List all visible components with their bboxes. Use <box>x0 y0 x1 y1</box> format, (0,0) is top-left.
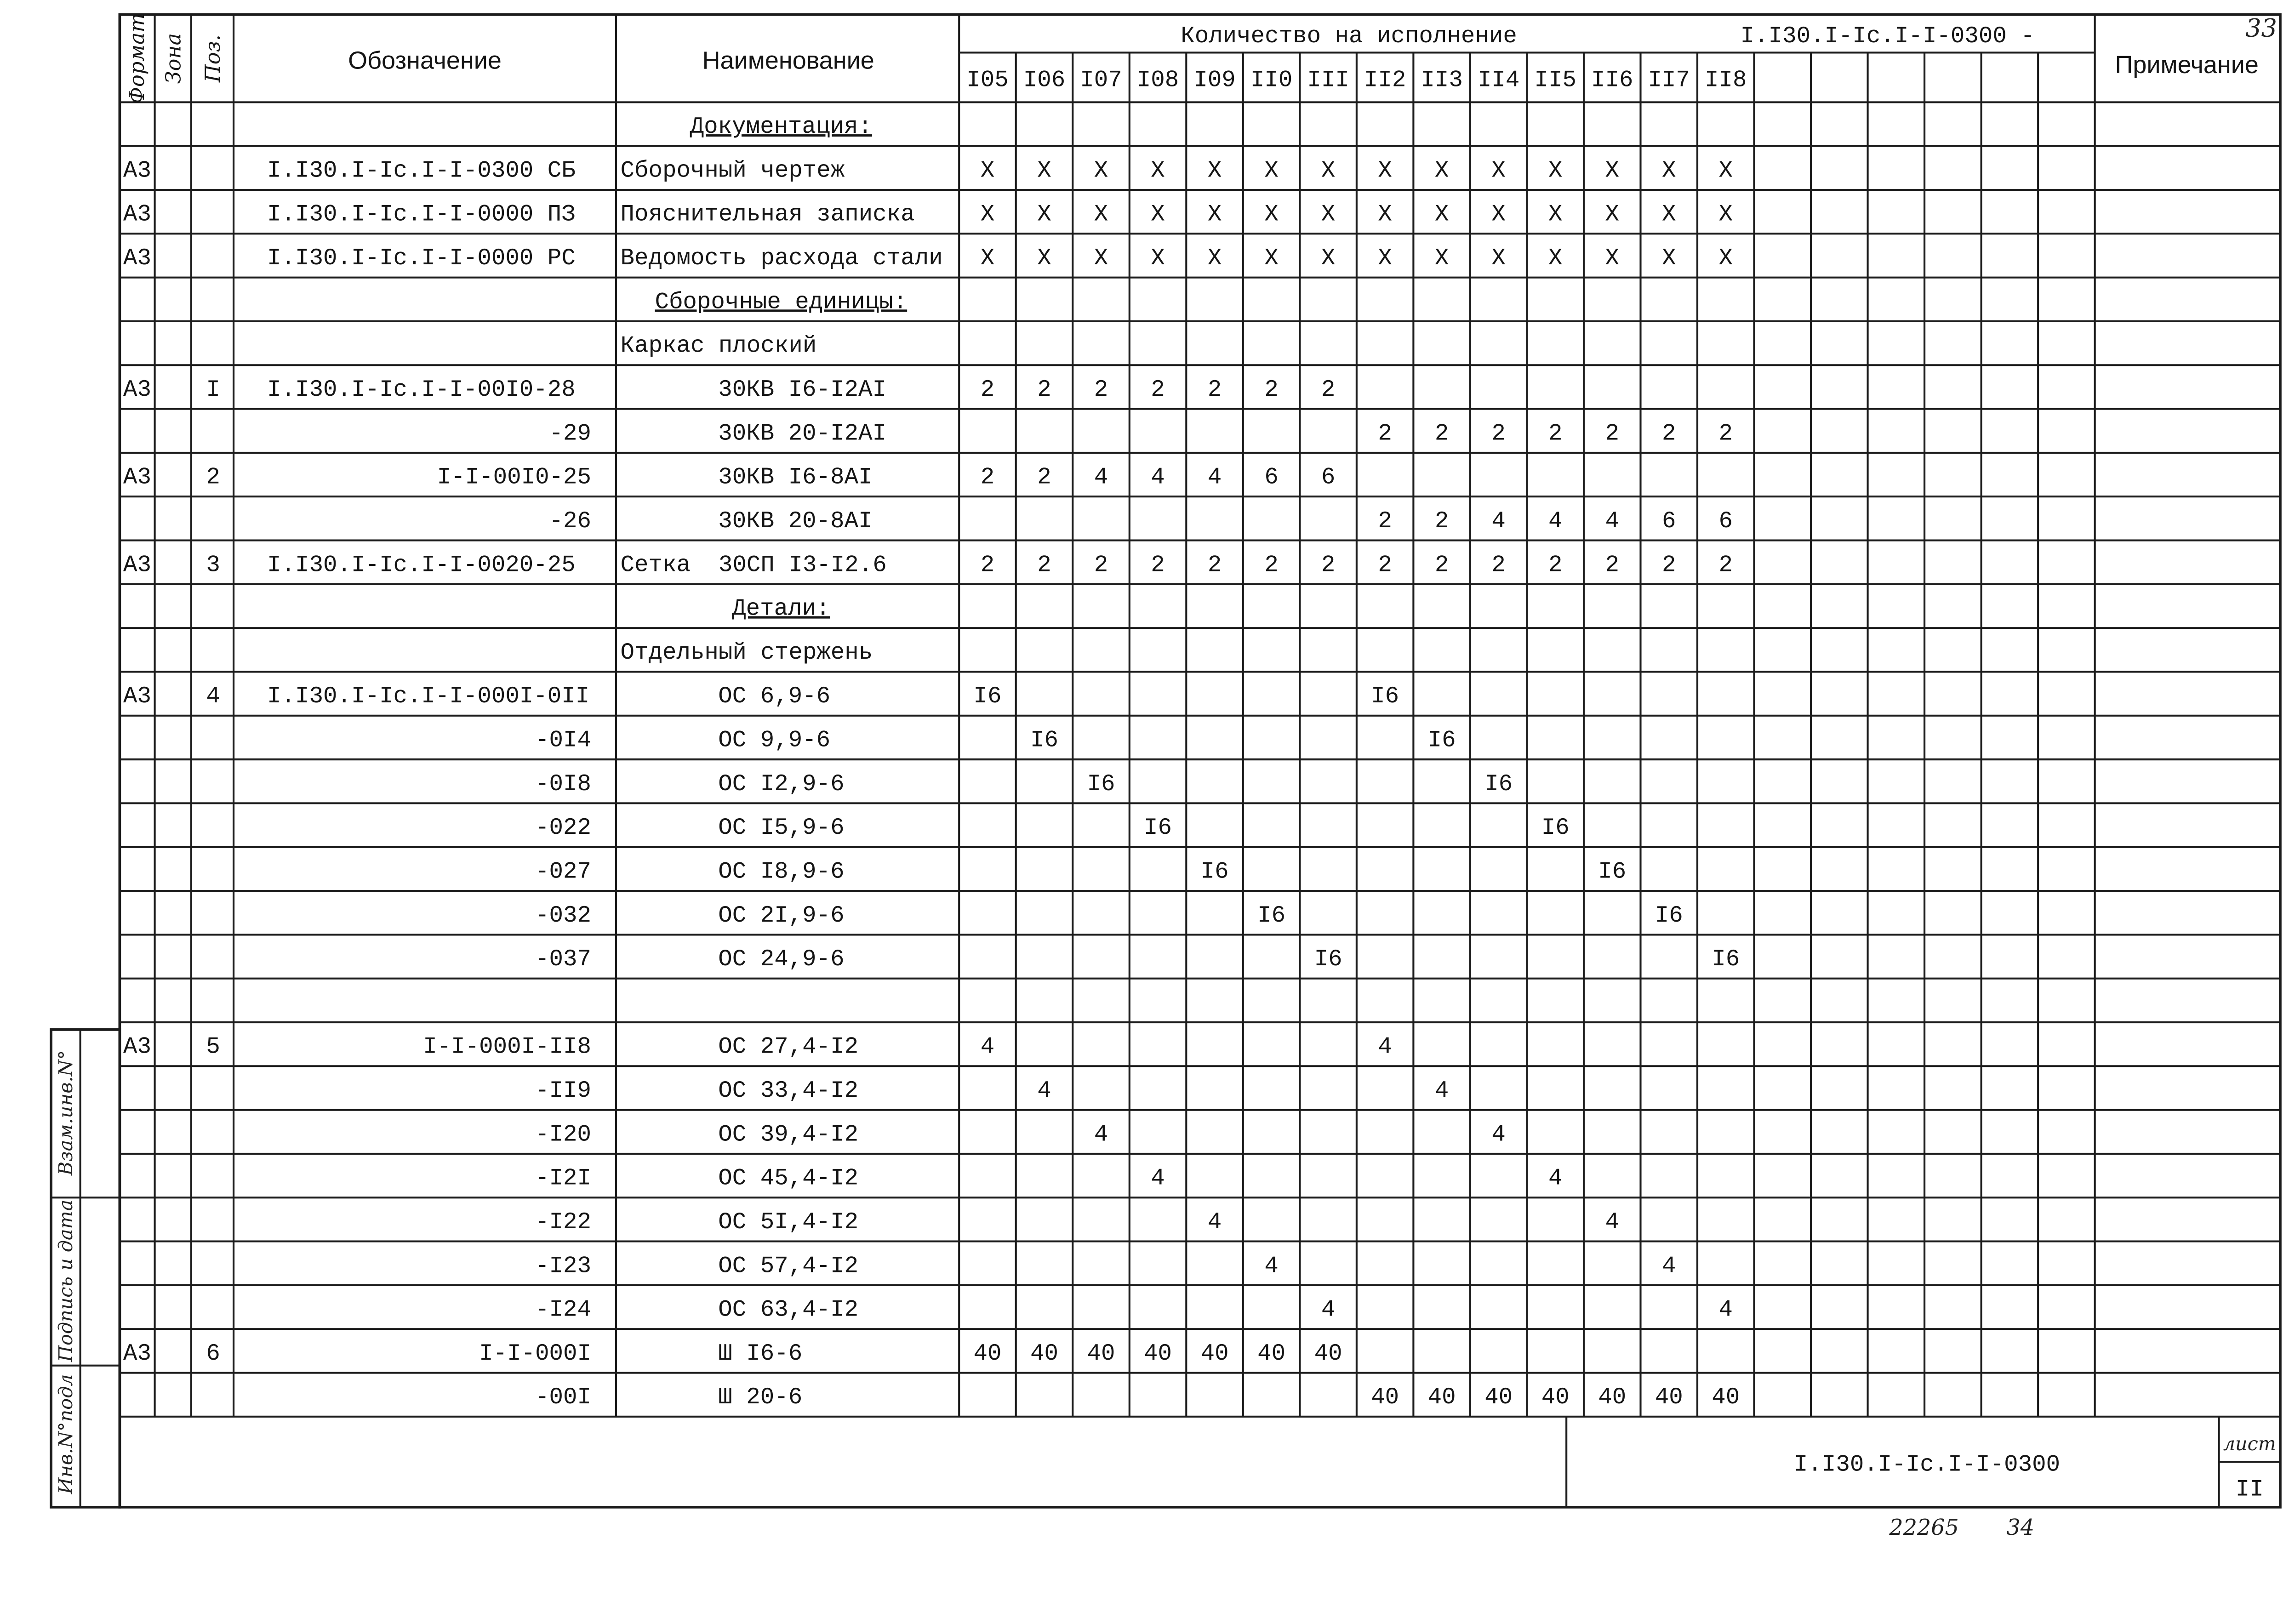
section-heading: Документация: <box>690 114 872 141</box>
qty-cell: X <box>1718 245 1733 272</box>
variant-label: I08 <box>1136 67 1179 94</box>
qty-cell: 6 <box>1662 508 1676 535</box>
qty-cell: 40 <box>1712 1385 1740 1411</box>
row-name: Каркас плоский <box>620 333 817 359</box>
row-name: ОС 6,9-6 <box>718 684 831 710</box>
qty-cell: X <box>1548 201 1563 228</box>
row-name: Ш 20-6 <box>718 1385 803 1411</box>
row-designation: I.I30.I-Ic.I-I-0000 ПЗ <box>267 201 576 228</box>
qty-cell: 2 <box>1037 552 1051 579</box>
row-name: ОС 5I,4-I2 <box>718 1209 859 1236</box>
row-name: 30КВ 20-I2AI <box>718 421 887 447</box>
qty-cell: 4 <box>1264 1253 1279 1280</box>
qty-cell: 4 <box>1321 1297 1336 1323</box>
qty-cell: X <box>1434 201 1449 228</box>
qty-cell: 2 <box>1264 376 1279 404</box>
row-name: ОС 27,4-I2 <box>718 1034 859 1060</box>
row-designation: I-I-00I0-25 <box>437 464 592 491</box>
table-content <box>123 67 1747 1411</box>
variant-label: I06 <box>1023 67 1066 94</box>
qty-cell: 2 <box>1434 421 1449 447</box>
row-name: Пояснительная записка <box>620 201 915 228</box>
row-designation: -I24 <box>535 1297 592 1323</box>
qty-cell: 40 <box>1427 1385 1456 1411</box>
row-position: 4 <box>206 684 220 710</box>
section-heading: Сборочные единицы: <box>655 289 908 316</box>
zone-header: Зона <box>162 33 186 84</box>
qty-cell: 2 <box>1662 421 1676 447</box>
row-position: I <box>206 376 220 404</box>
note-header: Примечание <box>2115 51 2259 79</box>
qty-cell: 2 <box>1605 421 1619 447</box>
row-format: A3 <box>123 552 151 579</box>
qty-cell: I6 <box>1371 684 1399 710</box>
row-name: ОС 45,4-I2 <box>718 1165 859 1192</box>
designation-header: Обозначение <box>348 46 502 74</box>
qty-cell: X <box>1434 245 1449 272</box>
qty-cell: X <box>1605 158 1619 184</box>
qty-cell: I6 <box>1712 946 1740 973</box>
row-designation: I.I30.I-Ic.I-I-000I-0II <box>267 684 590 710</box>
row-name: ОС 39,4-I2 <box>718 1122 859 1148</box>
stamp-signature-date: Подпись и дата <box>54 1199 77 1362</box>
qty-cell: X <box>1662 245 1676 272</box>
qty-cell: X <box>1264 245 1279 272</box>
qty-cell: 40 <box>1144 1340 1172 1367</box>
row-name: Отдельный стержень <box>620 639 873 666</box>
qty-cell: X <box>980 245 995 272</box>
qty-cell: 4 <box>1151 464 1165 491</box>
row-name: ОС 2I,9-6 <box>718 902 845 929</box>
qty-cell: I6 <box>1655 902 1683 929</box>
qty-cell: X <box>1151 245 1165 272</box>
qty-cell: 40 <box>1598 1385 1627 1411</box>
qty-cell: X <box>1207 245 1222 272</box>
qty-cell: X <box>1378 158 1392 184</box>
variant-label: II5 <box>1534 67 1576 94</box>
row-format: A3 <box>123 158 151 184</box>
qty-cell: 4 <box>1378 1034 1392 1060</box>
qty-cell: 2 <box>1207 376 1222 404</box>
qty-cell: X <box>1207 158 1222 184</box>
qty-cell: 40 <box>1314 1340 1342 1367</box>
qty-cell: X <box>1094 201 1108 228</box>
stamp-replaced-inventory: Взам.инв.N° <box>54 1050 77 1176</box>
variant-label: II7 <box>1648 67 1690 94</box>
row-designation: I.I30.I-Ic.I-I-00I0-28 <box>267 376 576 404</box>
qty-cell: I6 <box>1484 771 1513 798</box>
section-heading: Детали: <box>732 596 830 622</box>
table-grid <box>51 15 2280 1507</box>
qty-cell: 4 <box>1037 1078 1051 1105</box>
row-name: ОС I5,9-6 <box>718 815 845 842</box>
qty-cell: 4 <box>1094 464 1108 491</box>
variant-label: I07 <box>1080 67 1122 94</box>
qty-cell: 4 <box>1605 1209 1619 1236</box>
title-block-code: I.I30.I-Ic.I-I-0300 <box>1793 1452 2061 1478</box>
format-header: Формат <box>125 13 149 104</box>
qty-cell: X <box>1094 158 1108 184</box>
qty-cell: I6 <box>973 684 1002 710</box>
variant-label: I09 <box>1193 67 1236 94</box>
row-designation: -0I4 <box>535 727 592 754</box>
qty-cell: 2 <box>1094 376 1108 404</box>
row-designation: -I20 <box>535 1122 592 1148</box>
archive-number: 22265 <box>1889 1515 1959 1541</box>
qty-cell: 6 <box>1321 464 1336 491</box>
row-name: Ведомость расхода стали <box>620 245 943 272</box>
row-format: A3 <box>123 1034 151 1060</box>
variant-label: III <box>1307 67 1349 94</box>
qty-cell: 2 <box>1434 508 1449 535</box>
qty-cell: I6 <box>1144 815 1172 842</box>
row-designation: -II9 <box>535 1078 592 1105</box>
qty-cell: X <box>1037 245 1051 272</box>
qty-cell: X <box>1321 158 1336 184</box>
row-designation: -00I <box>535 1385 592 1411</box>
quantity-code-header: I.I30.I-Ic.I-I-0300 - <box>1740 23 2035 50</box>
qty-cell: I6 <box>1030 727 1059 754</box>
sheet-number: II <box>2235 1476 2264 1503</box>
qty-cell: X <box>1662 201 1676 228</box>
row-name: Сетка 30СП I3-I2.6 <box>620 552 887 579</box>
qty-cell: 2 <box>1605 552 1619 579</box>
qty-cell: 2 <box>1037 464 1051 491</box>
row-format: A3 <box>123 684 151 710</box>
row-name: ОС I8,9-6 <box>718 859 845 885</box>
sheet-label: лист <box>2223 1432 2276 1455</box>
qty-cell: 6 <box>1718 508 1733 535</box>
row-name: ОС I2,9-6 <box>718 771 845 798</box>
qty-cell: 4 <box>1662 1253 1676 1280</box>
qty-cell: X <box>980 201 995 228</box>
qty-cell: 2 <box>1718 421 1733 447</box>
variant-label: II3 <box>1421 67 1463 94</box>
page-number-top: 33 <box>2245 13 2278 43</box>
row-designation: -022 <box>535 815 592 842</box>
row-designation: -26 <box>549 508 592 535</box>
qty-cell: 2 <box>1151 376 1165 404</box>
row-designation: I-I-000I <box>479 1340 592 1367</box>
row-name: 30КВ 20-8AI <box>718 508 873 535</box>
qty-cell: X <box>1662 158 1676 184</box>
sheet-frame <box>120 15 2280 1507</box>
qty-cell: X <box>1548 245 1563 272</box>
row-name: Ш I6-6 <box>718 1340 803 1367</box>
qty-cell: 4 <box>1491 508 1506 535</box>
qty-cell: X <box>1151 201 1165 228</box>
qty-cell: 4 <box>1207 464 1222 491</box>
qty-cell: I6 <box>1200 859 1229 885</box>
row-designation: I-I-000I-II8 <box>423 1034 592 1060</box>
qty-cell: I6 <box>1427 727 1456 754</box>
qty-cell: 4 <box>980 1034 995 1060</box>
qty-cell: 2 <box>1321 552 1336 579</box>
row-designation: I.I30.I-Ic.I-I-0000 РС <box>267 245 576 272</box>
qty-cell: 2 <box>980 464 995 491</box>
qty-cell: 6 <box>1264 464 1279 491</box>
qty-cell: 40 <box>1257 1340 1286 1367</box>
archive-sheet: 34 <box>2006 1515 2035 1541</box>
row-name: ОС 33,4-I2 <box>718 1078 859 1105</box>
qty-cell: 4 <box>1434 1078 1449 1105</box>
qty-cell: X <box>1605 201 1619 228</box>
qty-cell: 2 <box>1264 552 1279 579</box>
qty-cell: 4 <box>1718 1297 1733 1323</box>
qty-cell: X <box>1718 201 1733 228</box>
qty-cell: X <box>1378 245 1392 272</box>
qty-cell: I6 <box>1314 946 1342 973</box>
row-designation: -29 <box>549 421 592 447</box>
qty-cell: X <box>1548 158 1563 184</box>
row-position: 2 <box>206 464 220 491</box>
qty-cell: 40 <box>1371 1385 1399 1411</box>
row-designation: -032 <box>535 902 592 929</box>
qty-cell: X <box>1037 201 1051 228</box>
qty-cell: 2 <box>1378 421 1392 447</box>
row-name: ОС 63,4-I2 <box>718 1297 859 1323</box>
row-name: 30КВ I6-8AI <box>718 464 873 491</box>
qty-cell: I6 <box>1541 815 1570 842</box>
qty-cell: 2 <box>1321 376 1336 404</box>
quantity-header: Количество на исполнение <box>1181 23 1517 50</box>
variant-label: II2 <box>1364 67 1406 94</box>
qty-cell: X <box>1491 158 1506 184</box>
qty-cell: 4 <box>1605 508 1619 535</box>
qty-cell: X <box>1718 158 1733 184</box>
qty-cell: X <box>1321 245 1336 272</box>
variant-label: II0 <box>1250 67 1293 94</box>
row-name: ОС 24,9-6 <box>718 946 845 973</box>
qty-cell: 2 <box>1548 421 1563 447</box>
qty-cell: 2 <box>1094 552 1108 579</box>
qty-cell: X <box>1378 201 1392 228</box>
qty-cell: 2 <box>1151 552 1165 579</box>
qty-cell: X <box>1151 158 1165 184</box>
row-name: 30КВ I6-I2AI <box>718 376 887 404</box>
qty-cell: 2 <box>1037 376 1051 404</box>
qty-cell: X <box>1264 158 1279 184</box>
qty-cell: 2 <box>1207 552 1222 579</box>
qty-cell: 2 <box>1491 421 1506 447</box>
row-position: 5 <box>206 1034 220 1060</box>
qty-cell: 40 <box>1030 1340 1059 1367</box>
row-designation: I.I30.I-Ic.I-I-0020-25 <box>267 552 576 579</box>
qty-cell: 40 <box>1200 1340 1229 1367</box>
row-format: A3 <box>123 1340 151 1367</box>
name-header: Наименование <box>702 46 874 74</box>
qty-cell: 2 <box>1718 552 1733 579</box>
qty-cell: 2 <box>1491 552 1506 579</box>
variant-label: I05 <box>966 67 1009 94</box>
qty-cell: X <box>1264 201 1279 228</box>
row-format: A3 <box>123 201 151 228</box>
qty-cell: 40 <box>1087 1340 1115 1367</box>
position-header: Поз. <box>201 34 225 83</box>
qty-cell: X <box>1094 245 1108 272</box>
row-designation: -027 <box>535 859 592 885</box>
variant-label: II8 <box>1705 67 1747 94</box>
qty-cell: X <box>1434 158 1449 184</box>
row-designation: -I2I <box>535 1165 592 1192</box>
qty-cell: 2 <box>1662 552 1676 579</box>
qty-cell: 4 <box>1548 508 1563 535</box>
row-name: ОС 57,4-I2 <box>718 1253 859 1280</box>
qty-cell: 4 <box>1094 1122 1108 1148</box>
variant-label: II4 <box>1477 67 1520 94</box>
qty-cell: 2 <box>1548 552 1563 579</box>
qty-cell: 2 <box>1378 508 1392 535</box>
qty-cell: 4 <box>1548 1165 1563 1192</box>
row-designation: -0I8 <box>535 771 592 798</box>
qty-cell: I6 <box>1598 859 1627 885</box>
qty-cell: X <box>1321 201 1336 228</box>
row-designation: I.I30.I-Ic.I-I-0300 СБ <box>267 158 576 184</box>
variant-label: II6 <box>1591 67 1633 94</box>
row-name: ОС 9,9-6 <box>718 727 831 754</box>
qty-cell: 4 <box>1151 1165 1165 1192</box>
qty-cell: 40 <box>1541 1385 1570 1411</box>
row-designation: -037 <box>535 946 592 973</box>
qty-cell: X <box>980 158 995 184</box>
row-name: Сборочный чертеж <box>620 158 845 184</box>
qty-cell: X <box>1491 245 1506 272</box>
qty-cell: X <box>1491 201 1506 228</box>
qty-cell: 2 <box>980 376 995 404</box>
qty-cell: 4 <box>1491 1122 1506 1148</box>
qty-cell: I6 <box>1257 902 1286 929</box>
row-position: 3 <box>206 552 220 579</box>
row-designation: -I23 <box>535 1253 592 1280</box>
qty-cell: 40 <box>1655 1385 1683 1411</box>
qty-cell: 2 <box>980 552 995 579</box>
qty-cell: 4 <box>1207 1209 1222 1236</box>
qty-cell: 40 <box>1484 1385 1513 1411</box>
row-position: 6 <box>206 1340 220 1367</box>
qty-cell: X <box>1207 201 1222 228</box>
row-format: A3 <box>123 464 151 491</box>
qty-cell: I6 <box>1087 771 1115 798</box>
qty-cell: X <box>1605 245 1619 272</box>
row-format: A3 <box>123 245 151 272</box>
qty-cell: 2 <box>1434 552 1449 579</box>
row-designation: -I22 <box>535 1209 592 1236</box>
qty-cell: X <box>1037 158 1051 184</box>
stamp-original-inventory: Инв.N°подл <box>54 1374 77 1494</box>
row-format: A3 <box>123 376 151 404</box>
qty-cell: 40 <box>973 1340 1002 1367</box>
qty-cell: 2 <box>1378 552 1392 579</box>
